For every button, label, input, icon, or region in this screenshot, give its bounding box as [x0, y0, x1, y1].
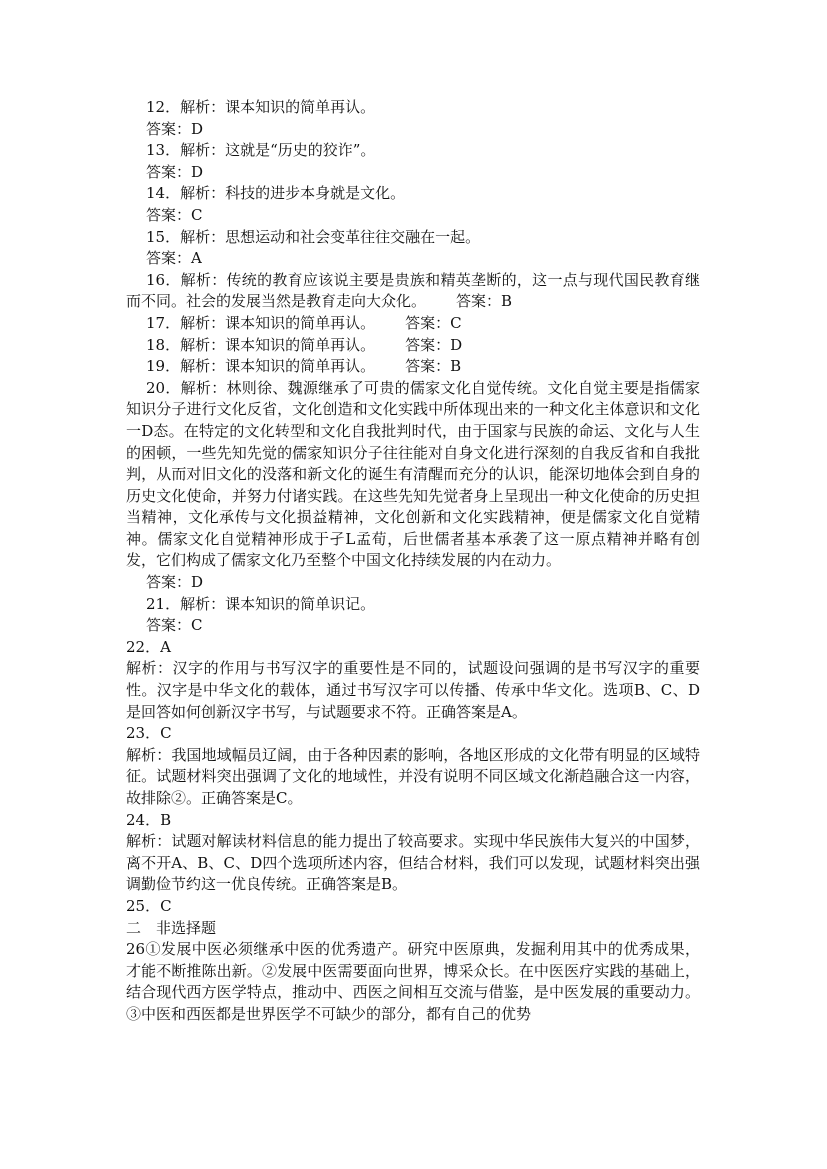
q23-analysis: 解析：我国地域幅员辽阔，由于各种因素的影响，各地区形成的文化带有明显的区域特征。试题材料突出强调了文化的地域性，并没有说明不同区域文化渐趋融合这一内容，故排除②。正确答案是C。	[126, 745, 700, 807]
q26-text: 26①发展中医必须继承中医的优秀遗产。研究中医原典，发掘利用其中的优秀成果，才能不断推陈出新。②发展中医需要面向世界，博采众长。在中医医疗实践的基础上，结合现代西方医学特点，推动中、西医之间相互交流与借鉴，是中医发展的重要动力。③中医和西医都是世界医学不可缺少的部分，都有自己的优势	[126, 940, 700, 1023]
q21-analysis: 21．解析：课本知识的简单识记。	[146, 594, 376, 613]
q13-answer: 答案：D	[146, 162, 204, 181]
q18-block	[126, 335, 700, 357]
q16-analysis: 16．解析：传统的教育应该说主要是贵族和精英垄断的，这一点与现代国民教育继而不同。社会的发展当然是教育走向大众化。	[126, 270, 700, 311]
q19-analysis: 19．解析：课本知识的简单再认。	[146, 357, 376, 376]
q20-analysis: 20．解析：林则徐、魏源继承了可贵的儒家文化自觉传统。文化自觉主要是指儒家知识分子进行文化反省，文化创造和文化实践中所体现出来的一种文化主体意识和文化一D态。在特定的文化转型和文化自我批判时代，由于国家与民族的命运、文化与人生的困顿，一些先知先觉的儒家知识分子往往能对自身文化进行深刻的自我反省和自我批判，从而对旧文化的没落和新文化的诞生有清醒而充分的认识，能深切地体会到自身的历史文化使命，并努力付诸实践。在这些先知先觉者身上呈现出一种文化使命的历史担当精神，文化承传与文化损益精神，文化创新和文化实践精神，便是儒家文化自觉精神。儒家文化自觉精神形成于孑L孟荀，后世儒者基本承袭了这一原点精神并略有创发，它们构成了儒家文化乃至整个中国文化持续发展的内在动力。	[126, 378, 700, 570]
q18-answer: 答案：D	[405, 335, 463, 354]
q17-analysis: 17．解析：课本知识的简单再认。	[146, 313, 376, 332]
q14-analysis: 14．解析：科技的进步本身就是文化。	[146, 184, 406, 203]
q22-answer: 22．A	[126, 637, 171, 656]
q19-answer: 答案：B	[405, 357, 462, 376]
q24-analysis: 解析：试题对解读材料信息的能力提出了较高要求。实现中华民族伟大复兴的中国梦，离不开A、B、C、D四个选项所述内容，但结合材料，我们可以发现，试题材料突出强调勤俭节约这一优良传统。正确答案是B。	[126, 832, 700, 894]
q21-answer: 答案：C	[146, 616, 203, 635]
q14-answer: 答案：C	[146, 205, 203, 224]
q18-analysis: 18．解析：课本知识的简单再认。	[146, 335, 376, 354]
q23-answer: 23．C	[126, 724, 172, 743]
q25-answer: 25．C	[126, 896, 172, 915]
q15-answer: 答案：A	[146, 249, 202, 268]
q16-block	[126, 270, 700, 313]
section-heading: 二 非选择题	[126, 918, 217, 937]
q15-analysis: 15．解析：思想运动和社会变革往往交融在一起。	[146, 227, 481, 246]
q12-analysis: 12．解析：课本知识的简单再认。	[146, 98, 376, 116]
q19-block	[126, 356, 700, 378]
answer-key	[126, 97, 700, 1026]
q13-analysis: 13．解析：这就是“历史的狡诈”。	[146, 141, 376, 160]
q16-answer: 答案：B	[456, 292, 513, 311]
q17-answer: 答案：C	[405, 313, 462, 332]
q20-answer: 答案：D	[146, 573, 204, 592]
q12-answer: 答案：D	[146, 119, 204, 138]
q24-answer: 24．B	[126, 810, 172, 829]
q17-block	[126, 313, 700, 335]
q22-analysis: 解析：汉字的作用与书写汉字的重要性是不同的，试题设问强调的是书写汉字的重要性。汉字是中华文化的载体，通过书写汉字可以传播、传承中华文化。选项B、C、D是回答如何创新汉字书写，与试题要求不符。正确答案是A。	[126, 659, 700, 721]
